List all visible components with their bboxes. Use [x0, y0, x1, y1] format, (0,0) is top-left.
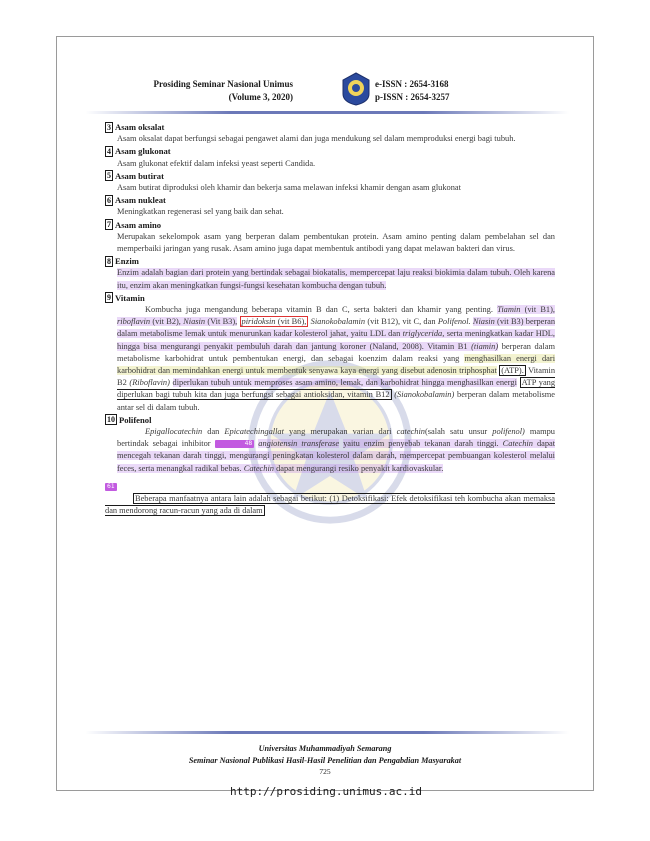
section-number: 10	[107, 415, 115, 425]
text: berperan dalam metabolisme antar sel di dalam tubuh.	[117, 390, 555, 412]
term: (Riboflavin)	[129, 378, 170, 388]
section-title-text: Asam oksalat	[115, 122, 165, 132]
section-text: Asam butirat diproduksi oleh khamir dan bekerja sama melawan infeksi khamir dengan asam glukonat	[117, 183, 461, 193]
pissn: p-ISSN : 2654-3257	[375, 92, 450, 102]
highlight: diperlukan tubuh untuk memproses asam amino, lemak, dan karbohidrat hingga menghasilkan energi	[172, 378, 517, 388]
footer-seminar: Seminar Nasional Publikasi Hasil-Hasil Penelitian dan Pengabdian Masyarakat	[188, 756, 462, 765]
section-number: 7	[107, 220, 111, 230]
section-title	[105, 255, 555, 267]
text: vit C, dan	[402, 317, 436, 327]
section-title	[105, 145, 555, 157]
text: serta meningkatkan kadar HDL, hingga bisa mengurangi penyakit pembuluh darah dan jantung koroner (Naland, 2008). Vitamin B1	[117, 329, 556, 351]
text: Vitamin B2	[117, 366, 556, 388]
section-number: 9	[107, 293, 111, 303]
section-title-text: Polifenol	[119, 414, 152, 425]
page-header	[57, 70, 593, 120]
section-title-text: Vitamin	[115, 292, 145, 303]
text: (vit B1),	[524, 305, 556, 315]
text: Kombucha juga mengandung beberapa vitamin B dan C, serta bakteri dan khamir yang penting.	[145, 305, 493, 315]
text: (vit B6),	[277, 317, 307, 327]
section-number: 5	[107, 171, 111, 181]
text: (salah satu unsur	[425, 427, 488, 437]
section-title	[105, 414, 555, 426]
section-text: Merupakan sekelompok asam yang berperan dalam pembentukan protein. Asam amino penting dalam pembelahan sel dan memperbaiki jaringan yang rusak. Asam amino juga dapat membentuk antibodi yang dapat melawan bakteri dan virus.	[117, 231, 555, 254]
section-asam-amino	[105, 219, 555, 256]
term: Epicatechingallat	[224, 427, 284, 437]
term: Epigallocatechin	[145, 427, 203, 437]
section-text: Meningkatkan regenerasi sel yang baik dan sehat.	[117, 207, 284, 217]
text: yaitu enzim penyebab tekanan darah tinggi.	[343, 439, 499, 449]
closing-paragraph	[105, 493, 555, 517]
term: Catechin	[502, 439, 533, 449]
document-page	[56, 36, 594, 798]
term: Sianokobalamin	[310, 317, 366, 327]
section-title	[105, 194, 555, 206]
section-title	[105, 219, 555, 231]
highlight: menghasilkan energi dari karbohidrat dan memindahkan energi untuk membentuk senyawa kaya energi yang disebut adenosin triphosphat	[117, 353, 556, 376]
footer-url[interactable]: http://prosiding.unimus.ac.id	[229, 785, 423, 798]
annotation-tag[interactable]: 48	[215, 440, 255, 448]
term: triglycerida,	[402, 329, 445, 339]
text: (vit B12),	[367, 317, 401, 327]
text: dapat mencegah tekanan darah tinggi, mengurangi peningkatan kolesterol dalam darah, mempercepat pembuangan kolesterol melalui feces, serta menangkal radikal bebas.	[117, 439, 556, 473]
text: (vit B2),	[152, 317, 181, 327]
text: dan	[207, 427, 220, 437]
highlight: (ATP).	[501, 366, 524, 376]
page-number: 725	[319, 767, 331, 776]
highlight: Beberapa manfaatnya antara lain adalah sebagai berikut: (1) Detoksifikasi: Efek detoksifikasi teh kombucha akan memaksa dan mendorong racun-racun yang ada di dalam	[105, 494, 555, 516]
section-asam-oksalat	[105, 121, 555, 145]
header-rule	[85, 111, 569, 114]
footer-university: Universitas Muhammadiyah Semarang	[258, 744, 392, 753]
text: (Vit B3),	[207, 317, 238, 327]
section-title	[105, 121, 555, 133]
footer-rule	[85, 731, 569, 734]
term: Catechin	[243, 463, 274, 473]
term: piridoksin	[241, 317, 276, 327]
highlight: angiotensin transferase	[258, 439, 340, 449]
text: berperan dalam metabolisme karbohidrat untuk pembentukan energi, dan sebagai koenzim dalam reaksi yang	[117, 341, 556, 363]
header-left	[154, 78, 293, 104]
term: (tiamin)	[471, 341, 499, 351]
header-right	[375, 78, 450, 104]
unimus-logo	[341, 72, 371, 106]
closing-paragraph-wrap	[105, 481, 555, 518]
section-title-text: Asam butirat	[115, 170, 164, 181]
term: Tiamin	[497, 305, 521, 315]
journal-volume: (Volume 3, 2020)	[228, 92, 293, 102]
term: catechin	[396, 427, 425, 437]
text: yang merupakan varian dari	[289, 427, 392, 437]
text: (vit B3)	[497, 317, 524, 327]
highlight: Enzim adalah bagian dari protein yang bertindak sebagai biokatalis, mempercepat laju reaksi biokimia dalam tubuh. Oleh karena itu, enzim akan meningkatkan fungsi-fungsi kesehatan kombucha dengan tubuh.	[117, 268, 555, 290]
section-title	[105, 170, 555, 182]
page-body	[105, 121, 555, 518]
text: dapat mengurangi resiko penyakit kardiovaskular.	[276, 463, 444, 473]
section-asam-glukonat	[105, 145, 555, 169]
term: riboflavin	[117, 317, 151, 327]
term: (Sianokobalamin)	[394, 390, 455, 400]
section-title-text: Asam nukleat	[115, 195, 166, 206]
section-text: Asam oksalat dapat berfungsi sebagai pengawet alami dan juga mendukung sel dalam memproduksi energi bagi tubuh.	[117, 134, 516, 144]
polifenol-paragraph	[117, 426, 555, 475]
section-title-text: Asam glukonat	[115, 146, 171, 157]
section-vitamin	[105, 292, 555, 414]
text: mampu bertindak sebagai inhibitor	[117, 427, 555, 449]
section-title	[105, 292, 555, 304]
section-text: Asam glukonat efektif dalam infeksi yeast seperti Candida.	[117, 158, 316, 168]
text: berperan dalam metabolisme lemak untuk menurunkan kadar kolesterol jahat, yaitu LDL dan	[117, 317, 556, 339]
eissn: e-ISSN : 2654-3168	[375, 79, 449, 89]
term: Niasin	[183, 317, 206, 327]
highlight	[240, 316, 309, 327]
annotation-tag[interactable]: 61	[107, 482, 115, 490]
term: Niasin	[472, 317, 495, 327]
highlight: ATP yang diperlukan bagi tubuh kita dan juga berfungsi sebagai antioksidan, vitamin B12	[117, 378, 556, 400]
section-polifenol	[105, 414, 555, 475]
section-asam-butirat	[105, 170, 555, 194]
section-asam-nukleat	[105, 194, 555, 218]
journal-name: Prosiding Seminar Nasional Unimus	[153, 79, 293, 89]
section-number: 8	[107, 256, 111, 266]
section-title-text: Asam amino	[115, 219, 162, 230]
section-title-text: Enzim	[115, 256, 139, 267]
vitamin-paragraph	[117, 304, 555, 414]
section-number: 6	[107, 195, 111, 205]
term: Polifenol.	[437, 317, 471, 327]
page-footer	[57, 737, 593, 777]
section-text	[117, 267, 555, 291]
term: polifenol)	[492, 427, 525, 437]
section-number: 3	[107, 122, 111, 132]
section-enzim	[105, 255, 555, 292]
section-number: 4	[107, 147, 111, 156]
